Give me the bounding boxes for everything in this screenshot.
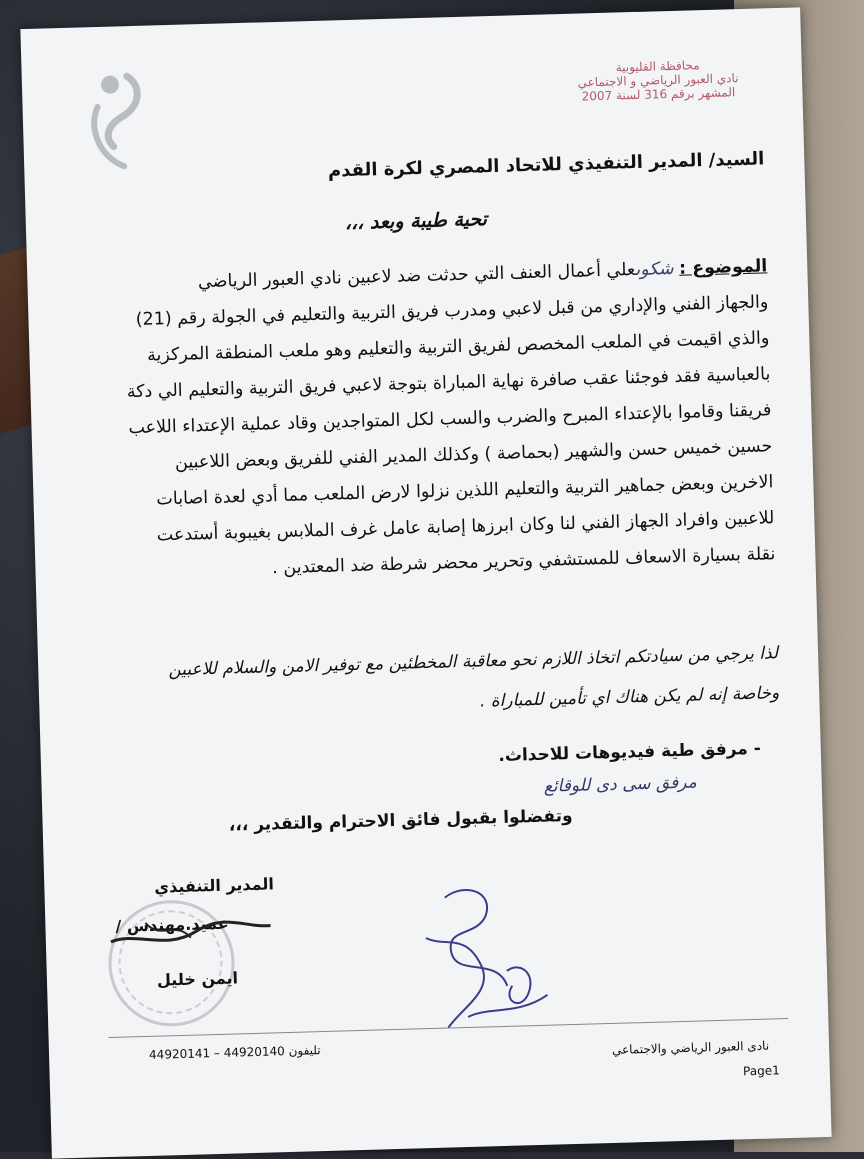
footer-club-name: نادى العبور الرياضي والاجتماعي [611,1038,770,1057]
attachment-handwritten-note: مرفق سى دى للوقائع [543,772,697,797]
attachment-note: - مرفق طية فيديوهات للاحداث. [498,738,762,767]
club-logo-icon [81,65,154,177]
letterhead-governorate: محافظة القليوبية [615,58,700,75]
letterhead-club: نادي العبور الرياضي و الاجتماعي [577,71,739,90]
body-line: بالعباسية فقد فوجئنا عقب صافرة نهاية المباراة بتوجة لاعبي فريق التربية والتعليم الي دكة [126,364,771,403]
body-line: الاخرين وبعض جماهير التربية والتعليم اللذين نزلوا لارض الملعب مما أدي لعدة اصابات [156,472,774,510]
addressee: السيد/ المدير التنفيذي للاتحاد المصري لكرة القدم [327,148,765,182]
body-line: حسين خميس حسن والشهير (بحماصة ) وكذلك المدير الفني للفريق وبعض اللاعبين [174,436,773,473]
signature-scribble-icon [105,907,276,962]
body-line: للاعبين وافراد الجهاز الفني لنا وكان ابرزها إصابة عامل غرف الملابس بغيبوبة أستدعت [156,508,775,546]
body-line: نقلة بسيارة الاسعاف للمستشفي وتحرير محضر شرطة ضد المعتدين . [272,544,776,579]
signature-rank: عميد.مهندس / [115,913,229,936]
greeting: تحية طيبة وبعد ،،، [344,208,488,235]
letter-body [87,248,776,591]
handwritten-approval-scribble-icon [404,875,558,1039]
body-line: فريقنا وقاموا بالإعتداء المبرح والضرب والسب لكل المتواجدين وقاد عملية الإعتداء اللاعب [128,400,772,439]
signature-title: المدير التنفيذي [154,874,275,897]
subject-text: علي أعمال العنف التي حدثت ضد لاعبين نادي العبور الرياضي [197,260,636,293]
page-number: Page1 [742,1063,780,1079]
subject-label: الموضوع : [678,256,768,279]
closing-line: وتفضلوا بقبول فائق الاحترام والتقدير ،،، [228,806,573,836]
signature-name: ايمن خليل [156,968,239,990]
request-line: لذا يرجي من سيادتكم اتخاذ اللازم نحو معاقبة المخطئين مع توفير الامن والسلام للاعبين [168,643,779,681]
letterhead [548,56,769,104]
letterhead-registration: المشهر برقم 316 لسنة 2007 [581,85,736,104]
body-line: والجهاز الفني والإداري من قبل لاعبي ومدرب فريق التربية والتعليم في الجولة رقم (21) [135,292,769,330]
request-line: وخاصة إنه لم يكن هناك اي تأمين للمباراة . [479,683,780,712]
subject-handwritten: شكوى [635,258,674,281]
body-line: والذي اقيمت في الملعب المخصص لفريق التربية والتعليم وهو ملعب المنطقة المركزية [146,328,770,366]
request-paragraph [168,633,780,730]
letter-page [20,7,831,1158]
footer-phone: تليفون 44920140 – 44920141 [148,1043,321,1062]
